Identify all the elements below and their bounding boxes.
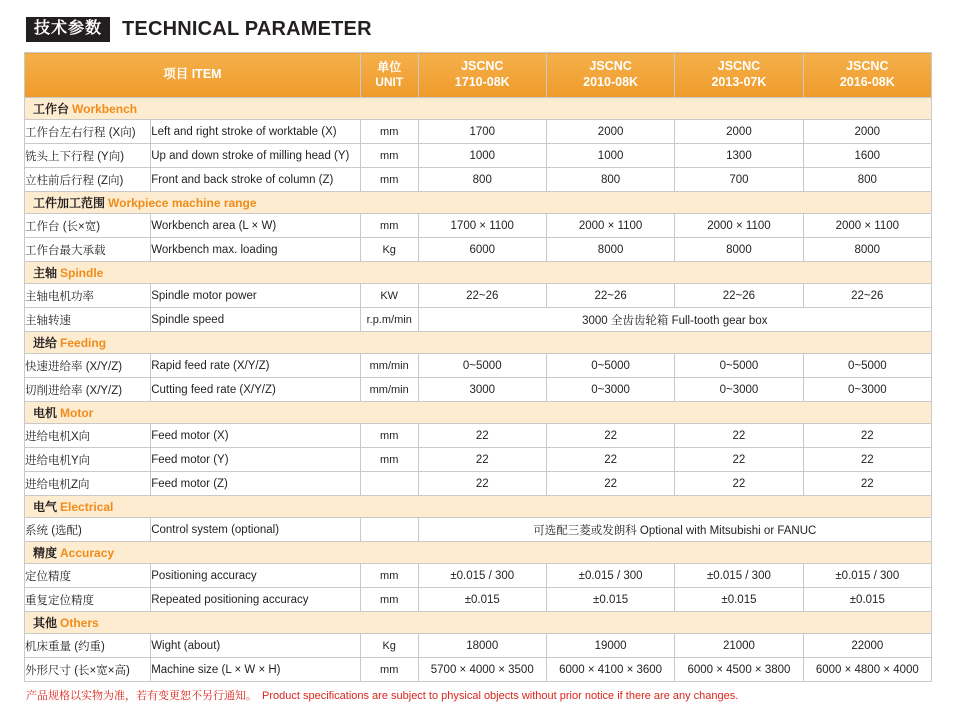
model-1-brand: JSCNC [461, 59, 504, 74]
section-title [25, 192, 932, 214]
row-unit: mm [360, 448, 418, 472]
row-value-1: 22 [418, 472, 546, 496]
section-row [25, 496, 932, 518]
section-title-en: Accuracy [60, 546, 115, 560]
row-value-4: 2000 [803, 120, 931, 144]
column-header-unit [360, 53, 418, 98]
row-label-en: Feed motor (Y) [151, 448, 361, 472]
table-header [25, 53, 932, 98]
row-value-2: 19000 [546, 634, 674, 658]
row-value-1: 3000 [418, 378, 546, 402]
row-unit: mm/min [360, 354, 418, 378]
table-row [25, 564, 932, 588]
model-4-brand: JSCNC [846, 59, 889, 74]
row-value-2: 2000 × 1100 [546, 214, 674, 238]
row-value-2: 6000 × 4100 × 3600 [546, 658, 674, 682]
page-title-cn: 技术参数 [26, 17, 110, 42]
row-value-1: 22~26 [418, 284, 546, 308]
row-label-cn: 主轴转速 [25, 308, 151, 332]
row-label-cn: 系统 (选配) [25, 518, 151, 542]
table-row [25, 354, 932, 378]
row-value-4: 22 [803, 424, 931, 448]
row-unit: mm [360, 564, 418, 588]
row-label-en: Feed motor (X) [151, 424, 361, 448]
technical-parameter-table [24, 52, 932, 682]
row-label-en: Front and back stroke of column (Z) [151, 168, 361, 192]
row-value-2: 0~5000 [546, 354, 674, 378]
row-unit [360, 518, 418, 542]
table-row [25, 424, 932, 448]
row-label-cn: 进给电机X向 [25, 424, 151, 448]
row-value-4: 22 [803, 448, 931, 472]
row-unit: Kg [360, 634, 418, 658]
section-row [25, 612, 932, 634]
row-value-merged: 3000 全齿齿轮箱 Full-tooth gear box [418, 308, 931, 332]
row-value-merged: 可选配三菱或发朗科 Optional with Mitsubishi or FANUC [418, 518, 931, 542]
section-title-cn: 工件加工范围 [33, 196, 106, 210]
row-value-3: 2000 [675, 120, 803, 144]
row-label-en: Rapid feed rate (X/Y/Z) [151, 354, 361, 378]
table-row [25, 120, 932, 144]
table-body [25, 98, 932, 682]
row-value-1: 1000 [418, 144, 546, 168]
section-row [25, 192, 932, 214]
row-value-3: 0~3000 [675, 378, 803, 402]
row-value-4: 2000 × 1100 [803, 214, 931, 238]
row-value-4: 0~3000 [803, 378, 931, 402]
row-label-en: Repeated positioning accuracy [151, 588, 361, 612]
column-header-unit-en: UNIT [375, 75, 404, 89]
section-title-en: Motor [60, 406, 94, 420]
row-value-2: 22 [546, 472, 674, 496]
row-label-cn: 切削进给率 (X/Y/Z) [25, 378, 151, 402]
row-value-1: 22 [418, 424, 546, 448]
table-row [25, 168, 932, 192]
row-value-3: 0~5000 [675, 354, 803, 378]
section-title-en: Workpiece machine range [108, 196, 257, 210]
row-value-2: 8000 [546, 238, 674, 262]
row-value-1: ±0.015 / 300 [418, 564, 546, 588]
row-value-3: 1300 [675, 144, 803, 168]
row-unit [360, 472, 418, 496]
section-row [25, 262, 932, 284]
row-unit: r.p.m/min [360, 308, 418, 332]
row-label-cn: 定位精度 [25, 564, 151, 588]
row-value-1: 18000 [418, 634, 546, 658]
row-label-cn: 进给电机Y向 [25, 448, 151, 472]
row-label-en: Workbench max. loading [151, 238, 361, 262]
table-row [25, 238, 932, 262]
row-value-2: 22 [546, 448, 674, 472]
column-header-model-2 [546, 53, 674, 98]
section-row [25, 332, 932, 354]
table-row [25, 284, 932, 308]
model-1-code: 1710-08K [454, 75, 510, 89]
row-value-2: 22~26 [546, 284, 674, 308]
row-value-3: ±0.015 / 300 [675, 564, 803, 588]
row-value-1: 5700 × 4000 × 3500 [418, 658, 546, 682]
table-row [25, 308, 932, 332]
section-title-cn: 电机 [33, 406, 58, 420]
section-row [25, 98, 932, 120]
section-title [25, 98, 932, 120]
model-2-brand: JSCNC [589, 59, 632, 74]
section-title-cn: 工作台 [33, 102, 70, 116]
table-row [25, 378, 932, 402]
row-value-4: 1600 [803, 144, 931, 168]
row-label-en: Machine size (L × W × H) [151, 658, 361, 682]
row-value-3: 22 [675, 448, 803, 472]
row-value-2: 1000 [546, 144, 674, 168]
page-title [26, 12, 933, 46]
row-unit: mm [360, 144, 418, 168]
row-label-cn: 工作台左右行程 (X向) [25, 120, 151, 144]
row-unit: mm [360, 168, 418, 192]
row-value-4: 800 [803, 168, 931, 192]
section-title [25, 332, 932, 354]
row-value-1: 0~5000 [418, 354, 546, 378]
row-value-3: 2000 × 1100 [675, 214, 803, 238]
row-value-2: 0~3000 [546, 378, 674, 402]
row-label-cn: 立柱前后行程 (Z向) [25, 168, 151, 192]
row-label-en: Left and right stroke of worktable (X) [151, 120, 361, 144]
row-value-1: ±0.015 [418, 588, 546, 612]
row-value-4: 8000 [803, 238, 931, 262]
row-value-2: 800 [546, 168, 674, 192]
column-header-model-4 [803, 53, 931, 98]
model-3-brand: JSCNC [717, 59, 761, 74]
row-value-4: 0~5000 [803, 354, 931, 378]
section-title-en: Electrical [60, 500, 114, 514]
column-header-model-1 [418, 53, 546, 98]
table-row [25, 448, 932, 472]
row-label-cn: 进给电机Z向 [25, 472, 151, 496]
row-value-3: 22 [675, 424, 803, 448]
column-header-model-3 [675, 53, 803, 98]
row-value-3: 700 [675, 168, 803, 192]
section-row [25, 402, 932, 424]
section-title-cn: 电气 [33, 500, 58, 514]
row-label-cn: 主轴电机功率 [25, 284, 151, 308]
row-label-en: Cutting feed rate (X/Y/Z) [151, 378, 361, 402]
row-label-en: Positioning accuracy [151, 564, 361, 588]
row-value-4: 22 [803, 472, 931, 496]
row-unit: mm [360, 588, 418, 612]
row-value-3: 6000 × 4500 × 3800 [675, 658, 803, 682]
section-title-en: Workbench [72, 102, 138, 116]
column-header-item: 项目 ITEM [25, 53, 361, 98]
row-value-3: ±0.015 [675, 588, 803, 612]
row-unit: mm [360, 214, 418, 238]
section-title [25, 402, 932, 424]
row-value-1: 6000 [418, 238, 546, 262]
section-title [25, 612, 932, 634]
row-unit: KW [360, 284, 418, 308]
row-label-cn: 机床重量 (约重) [25, 634, 151, 658]
row-value-4: 22~26 [803, 284, 931, 308]
row-value-2: 22 [546, 424, 674, 448]
footnote [24, 689, 933, 703]
row-value-4: 6000 × 4800 × 4000 [803, 658, 931, 682]
row-unit: mm [360, 658, 418, 682]
table-row [25, 214, 932, 238]
section-title [25, 542, 932, 564]
row-value-1: 1700 [418, 120, 546, 144]
row-unit: mm/min [360, 378, 418, 402]
row-value-1: 800 [418, 168, 546, 192]
page-title-en: TECHNICAL PARAMETER [122, 17, 372, 40]
model-3-code: 2013-07K [711, 75, 767, 89]
section-title [25, 496, 932, 518]
row-label-cn: 外形尺寸 (长×宽×高) [25, 658, 151, 682]
row-value-1: 22 [418, 448, 546, 472]
section-title-en: Feeding [60, 336, 107, 350]
row-unit: Kg [360, 238, 418, 262]
table-row [25, 144, 932, 168]
row-value-3: 21000 [675, 634, 803, 658]
row-label-cn: 铣头上下行程 (Y向) [25, 144, 151, 168]
row-label-en: Spindle motor power [151, 284, 361, 308]
section-title-cn: 精度 [33, 546, 58, 560]
section-title-en: Others [60, 616, 99, 630]
row-value-2: ±0.015 / 300 [546, 564, 674, 588]
section-title-cn: 其他 [33, 616, 58, 630]
model-4-code: 2016-08K [839, 75, 895, 89]
row-label-en: Control system (optional) [151, 518, 361, 542]
row-value-4: 22000 [803, 634, 931, 658]
section-row [25, 542, 932, 564]
row-value-3: 22 [675, 472, 803, 496]
row-unit: mm [360, 424, 418, 448]
row-value-3: 8000 [675, 238, 803, 262]
row-value-3: 22~26 [675, 284, 803, 308]
row-label-cn: 快速进给率 (X/Y/Z) [25, 354, 151, 378]
table-row [25, 588, 932, 612]
column-header-unit-cn: 单位 [377, 60, 402, 74]
row-label-cn: 重复定位精度 [25, 588, 151, 612]
section-title-cn: 进给 [33, 336, 58, 350]
table-row [25, 518, 932, 542]
row-label-en: Feed motor (Z) [151, 472, 361, 496]
row-value-4: ±0.015 [803, 588, 931, 612]
table-row [25, 472, 932, 496]
table-row [25, 634, 932, 658]
section-title [25, 262, 932, 284]
section-title-cn: 主轴 [33, 266, 58, 280]
row-label-en: Up and down stroke of milling head (Y) [151, 144, 361, 168]
table-row [25, 658, 932, 682]
footnote-en: Product specifications are subject to physical objects without prior notice if there are any changes. [262, 690, 739, 702]
section-title-en: Spindle [60, 266, 104, 280]
row-label-en: Workbench area (L × W) [151, 214, 361, 238]
row-label-cn: 工作台最大承载 [25, 238, 151, 262]
row-label-en: Wight (about) [151, 634, 361, 658]
footnote-cn: 产品规格以实物为准，若有变更恕不另行通知。 [26, 690, 257, 702]
row-unit: mm [360, 120, 418, 144]
row-label-en: Spindle speed [151, 308, 361, 332]
row-value-2: ±0.015 [546, 588, 674, 612]
row-label-cn: 工作台 (长×宽) [25, 214, 151, 238]
row-value-2: 2000 [546, 120, 674, 144]
model-2-code: 2010-08K [583, 75, 639, 89]
row-value-4: ±0.015 / 300 [803, 564, 931, 588]
row-value-1: 1700 × 1100 [418, 214, 546, 238]
